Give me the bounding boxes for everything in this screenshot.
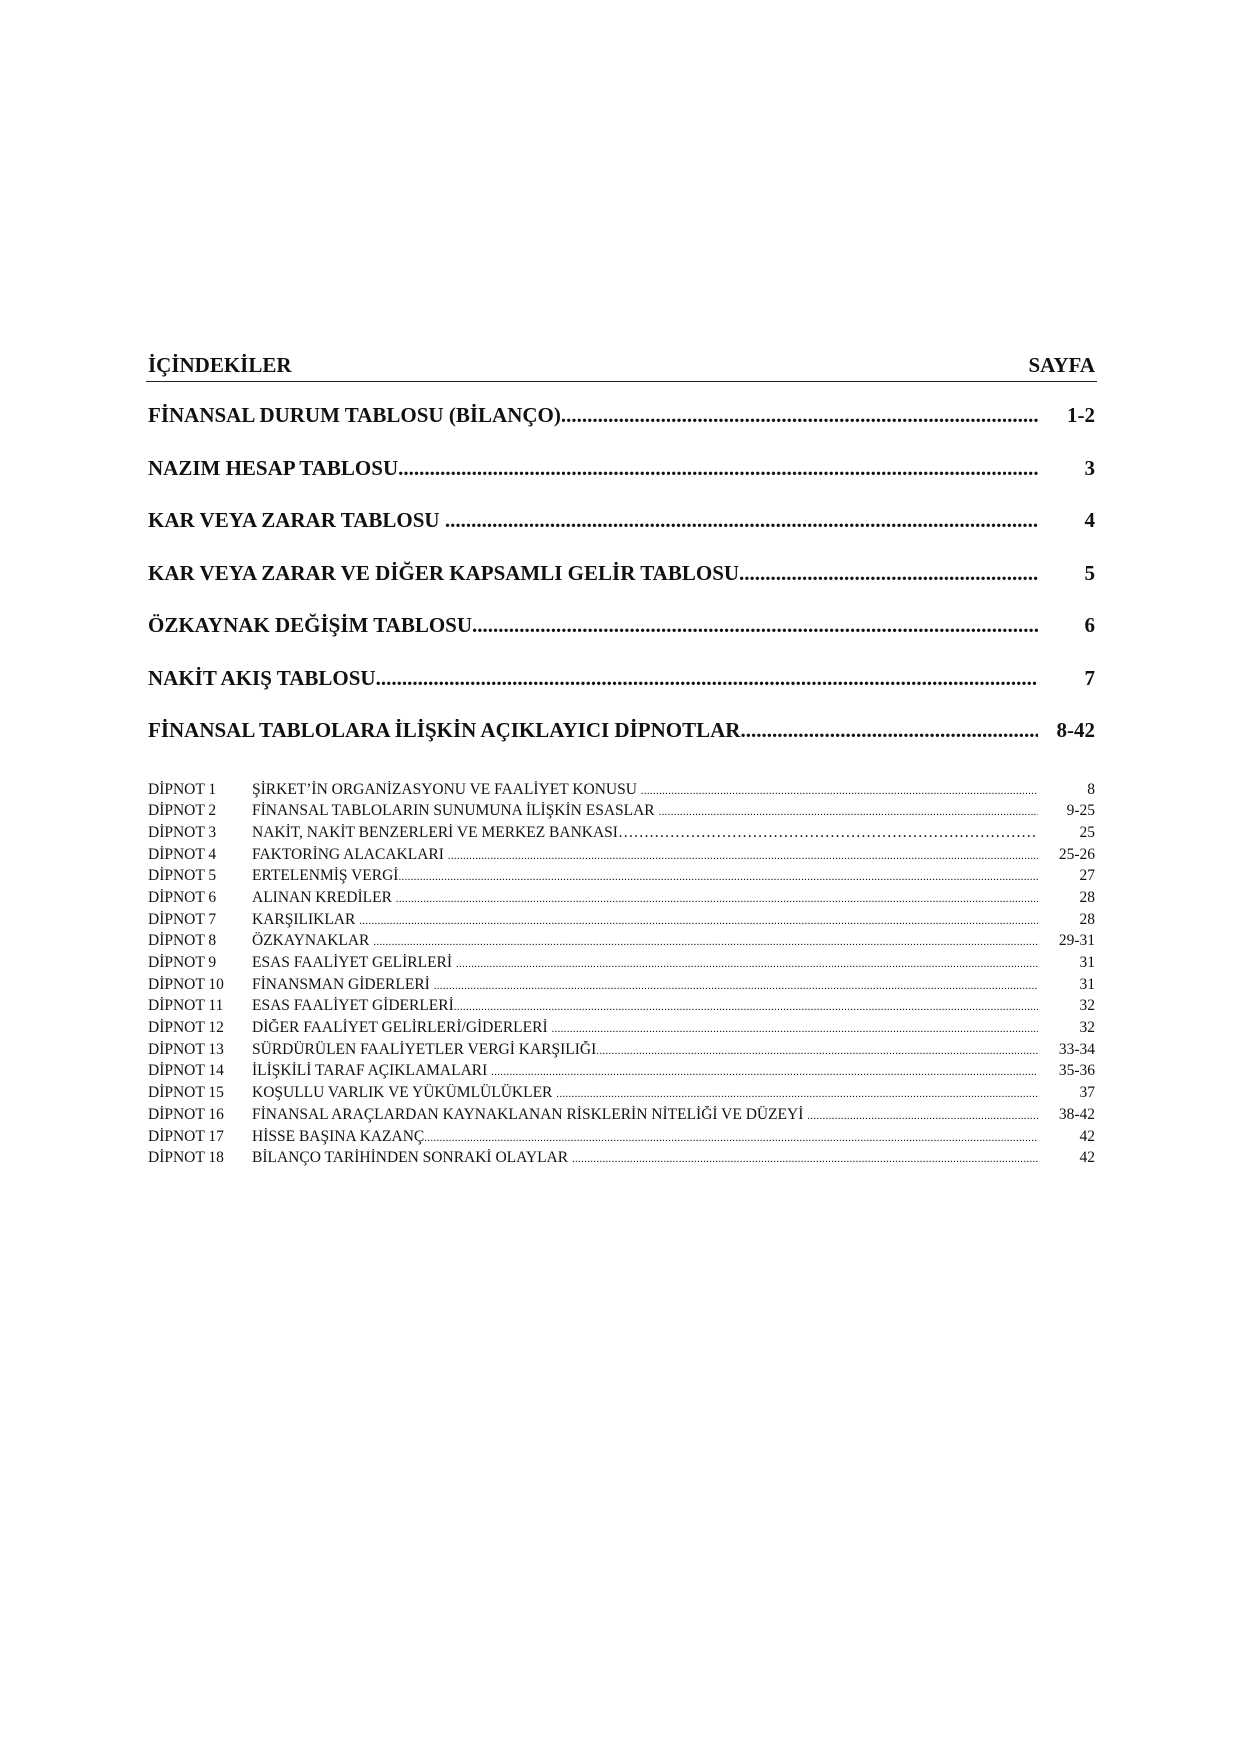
note-number: DİPNOT 13 (148, 1040, 224, 1058)
entry-title: KAR VEYA ZARAR VE DİĞER KAPSAMLI GELİR TABLOSU ..... (148, 561, 1038, 586)
toc-entry-equity-changes (146, 613, 1097, 666)
note-page: 31 (1079, 954, 1095, 971)
note-title: HİSSE BAŞINA KAZANÇ ..... (252, 1128, 1038, 1146)
note-row (146, 1106, 1097, 1128)
note-page: 37 (1079, 1084, 1095, 1102)
note-title: ALINAN KREDİLER ..... (252, 889, 1038, 907)
note-page: 25 (1079, 823, 1095, 841)
entry-page: 1-2 (1067, 403, 1095, 427)
note-title: ÖZKAYNAKLAR ..... (252, 932, 1038, 950)
note-number: DİPNOT 1 (148, 780, 217, 798)
note-number: DİPNOT 7 (148, 910, 217, 928)
entry-page: 8-42 (1056, 718, 1095, 742)
note-page: 32 (1079, 1019, 1095, 1037)
note-title: ESAS FAALİYET GELİRLERİ ..... (252, 954, 1038, 972)
note-number: DİPNOT 12 (148, 1019, 224, 1037)
note-row (146, 824, 1097, 846)
note-page: 31 (1079, 975, 1095, 993)
note-title: SÜRDÜRÜLEN FAALİYETLER VERGİ KARŞILIĞI ..... (252, 1041, 1038, 1059)
note-title: İLİŞKİLİ TARAF AÇIKLAMALARI ..... (252, 1062, 1038, 1080)
note-number: DİPNOT 14 (148, 1062, 224, 1080)
note-row (146, 1019, 1097, 1041)
note-title: FİNANSAL TABLOLARIN SUNUMUNA İLİŞKİN ESASLAR ..... (252, 802, 1038, 820)
toc-entry-income-statement (146, 508, 1097, 561)
entry-page: 3 (1084, 455, 1095, 480)
note-title: FİNANSAL ARAÇLARDAN KAYNAKLANAN RİSKLERİN NİTELİĞİ VE DÜZEYİ ..... (252, 1106, 1038, 1124)
note-page: 42 (1079, 1127, 1095, 1145)
note-number: DİPNOT 10 (148, 975, 224, 993)
footnote-entries (146, 781, 1097, 1171)
entry-title: FİNANSAL DURUM TABLOSU (BİLANÇO) ..... (148, 403, 1038, 428)
note-row (146, 867, 1097, 889)
note-row (146, 1062, 1097, 1084)
note-page: 35-36 (1058, 1062, 1095, 1080)
note-number: DİPNOT 8 (148, 932, 217, 950)
note-page: 27 (1079, 867, 1095, 885)
note-row (146, 846, 1097, 868)
note-row (146, 889, 1097, 911)
note-title: ŞİRKET’İN ORGANİZASYONU VE FAALİYET KONUSU ..... (252, 781, 1038, 799)
toc-entry-off-balance (146, 456, 1097, 509)
note-number: DİPNOT 16 (148, 1105, 224, 1123)
note-page: 25-26 (1058, 845, 1095, 863)
entry-title: FİNANSAL TABLOLARA İLİŞKİN AÇIKLAYICI DİPNOTLAR ..... (148, 718, 1038, 743)
note-row (146, 781, 1097, 803)
note-row (146, 932, 1097, 954)
note-row (146, 1041, 1097, 1063)
page-column-heading: SAYFA (1028, 353, 1095, 377)
note-row (146, 1084, 1097, 1106)
note-title: NAKİT, NAKİT BENZERLERİ VE MERKEZ BANKASI ……………………………………………………………………………………………………………………… (252, 824, 1038, 842)
note-number: DİPNOT 18 (148, 1149, 224, 1167)
note-title: FİNANSMAN GİDERLERİ ..... (252, 976, 1038, 994)
toc-entry-cash-flow (146, 666, 1097, 719)
note-title: BİLANÇO TARİHİNDEN SONRAKİ OLAYLAR ..... (252, 1149, 1038, 1167)
note-title: DİĞER FAALİYET GELİRLERİ/GİDERLERİ ..... (252, 1019, 1038, 1037)
entry-title: KAR VEYA ZARAR TABLOSU ..... (148, 508, 1038, 533)
note-title: KARŞILIKLAR ..... (252, 911, 1038, 929)
note-row (146, 954, 1097, 976)
entry-title: NAKİT AKIŞ TABLOSU ..... (148, 666, 1038, 691)
note-number: DİPNOT 17 (148, 1127, 224, 1145)
toc-entry-notes (146, 718, 1097, 771)
main-entries (146, 403, 1097, 771)
toc-heading: İÇİNDEKİLER (148, 353, 292, 377)
note-title: KOŞULLU VARLIK VE YÜKÜMLÜLÜKLER ..... (252, 1084, 1038, 1102)
note-number: DİPNOT 2 (148, 802, 217, 820)
note-page: 28 (1079, 888, 1095, 906)
note-row (146, 1149, 1097, 1171)
entry-page: 6 (1084, 613, 1095, 637)
note-page: 28 (1079, 910, 1095, 928)
note-number: DİPNOT 4 (148, 845, 217, 863)
note-row (146, 802, 1097, 824)
note-page: 38-42 (1058, 1105, 1095, 1123)
note-page: 9-25 (1066, 802, 1095, 820)
entry-title: ÖZKAYNAK DEĞİŞİM TABLOSU ..... (148, 613, 1038, 638)
note-number: DİPNOT 6 (148, 888, 217, 906)
note-number: DİPNOT 3 (148, 823, 217, 841)
note-number: DİPNOT 15 (148, 1084, 224, 1102)
note-page: 33-34 (1058, 1040, 1095, 1058)
note-title: FAKTORİNG ALACAKLARI ..... (252, 846, 1038, 864)
note-row (146, 976, 1097, 998)
note-page: 29-31 (1058, 932, 1095, 950)
note-number: DİPNOT 9 (148, 954, 217, 971)
toc-entry-balance-sheet (146, 403, 1097, 456)
note-row (146, 1128, 1097, 1150)
entry-page: 7 (1084, 665, 1095, 690)
entry-title: NAZIM HESAP TABLOSU ..... (148, 456, 1038, 481)
toc-entry-comprehensive-income (146, 561, 1097, 614)
note-page: 8 (1087, 780, 1095, 798)
table-of-contents (146, 352, 1097, 1171)
note-number: DİPNOT 5 (148, 867, 217, 885)
note-row (146, 997, 1097, 1019)
note-number: DİPNOT 11 (148, 997, 224, 1015)
note-row (146, 911, 1097, 933)
entry-page: 5 (1084, 560, 1095, 585)
note-title: ERTELENMİŞ VERGİ ..... (252, 867, 1038, 885)
entry-page: 4 (1084, 508, 1095, 532)
note-page: 42 (1079, 1149, 1095, 1167)
toc-header (146, 352, 1097, 382)
note-title: ESAS FAALİYET GİDERLERİ ..... (252, 997, 1038, 1015)
note-page: 32 (1079, 997, 1095, 1015)
